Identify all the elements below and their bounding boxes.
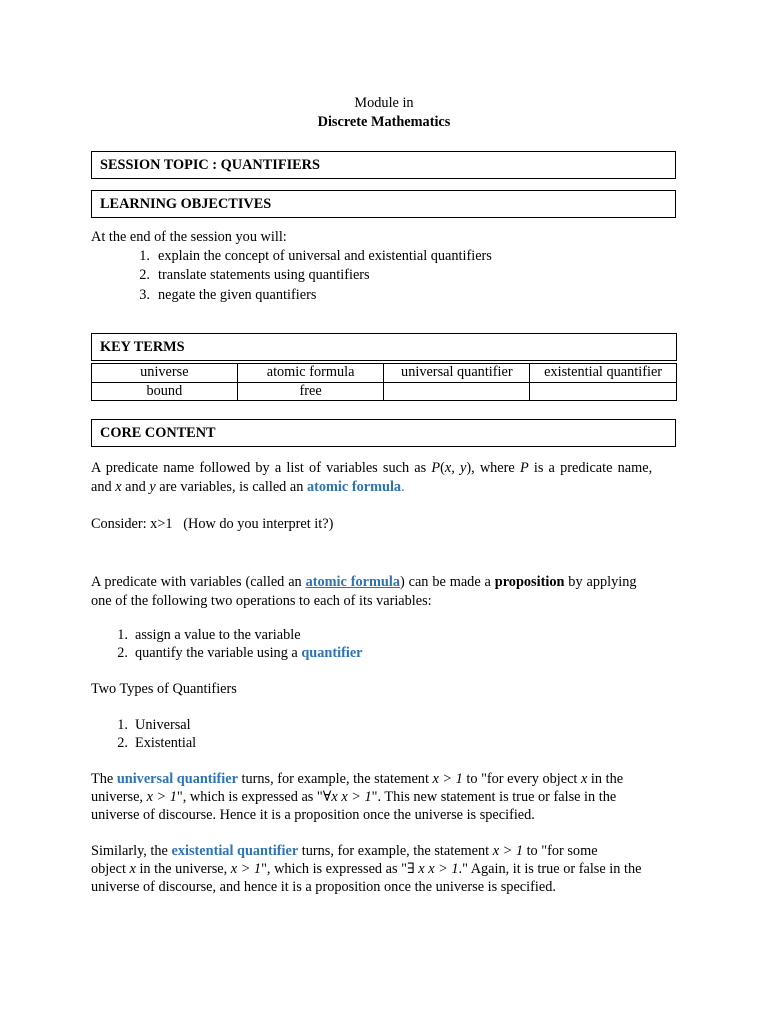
session-topic: SESSION TOPIC : QUANTIFIERS (100, 157, 320, 173)
table-row (92, 382, 677, 401)
core-content-heading: CORE CONTENT (100, 425, 216, 441)
exists-symbol: ∃ (406, 861, 415, 877)
list-number: 1. (139, 248, 150, 264)
universal-quantifier-paragraph: The universal quantifier turns, for example, the statement x > 1 to "for every object x in the universe, x > 1", which is expressed as "∀x x > 1". This new statement is true or false in the universe of discourse. Hence it is a proposition once the universe is specified. (91, 771, 624, 823)
learning-objectives-box (91, 190, 676, 218)
table-cell (384, 382, 530, 401)
list-text: negate the given quantifiers (158, 287, 317, 303)
table-cell: existential quantifier (530, 364, 677, 383)
atomic-formula-link[interactable]: atomic formula (305, 574, 400, 590)
list-number: 2. (117, 735, 128, 751)
atomic-formula-term: atomic formula (306, 478, 402, 495)
atomic-formula-paragraph: A predicate name followed by a list of variables such as P(x, y), where P is a predicate name, and x and y are variables, is called an atomic formula. (91, 460, 653, 495)
list-number: 2. (117, 645, 128, 661)
proposition-paragraph: A predicate with variables (called an atomic formula) can be made a proposition by applying one of the following two operations to each of its variables: (91, 574, 637, 609)
list-text: Universal (135, 717, 191, 733)
list-number: 1. (117, 627, 128, 643)
table-cell: universe (92, 364, 238, 383)
key-terms-table (91, 363, 677, 401)
table-cell: universal quantifier (384, 364, 530, 383)
table-cell: bound (92, 382, 238, 401)
existential-quantifier-term: existential quantifier (171, 843, 299, 859)
table-cell (530, 382, 677, 401)
learning-objectives-heading: LEARNING OBJECTIVES (100, 196, 272, 212)
list-number: 2. (139, 267, 150, 283)
session-topic-box (91, 151, 676, 179)
table-cell: free (237, 382, 384, 401)
quantifier-term: quantifier (301, 645, 363, 661)
objectives-intro: At the end of the session you will: (91, 229, 287, 245)
key-terms-box (91, 333, 677, 361)
list-text: Existential (135, 735, 197, 751)
list-number: 1. (117, 717, 128, 733)
forall-symbol: ∀ (322, 789, 332, 805)
existential-quantifier-paragraph: Similarly, the existential quantifier turns, for example, the statement x > 1 to "for some object x in the universe, x > 1", which is expressed as "∃ x x > 1." Again, it is true or false in the universe of discourse, and hence it is a proposition once the universe is specified. (91, 843, 642, 895)
list-text: explain the concept of universal and existential quantifiers (158, 248, 492, 264)
list-text: quantify the variable using a quantifier (135, 645, 363, 661)
list-text: translate statements using quantifiers (158, 267, 370, 283)
key-terms-heading: KEY TERMS (100, 339, 185, 355)
types-heading: Two Types of Quantifiers (91, 681, 237, 697)
universal-quantifier-term: universal quantifier (116, 771, 238, 787)
table-cell: atomic formula (237, 364, 384, 383)
list-number: 3. (139, 287, 150, 303)
list-text: assign a value to the variable (135, 627, 301, 643)
consider-prompt: Consider: x>1 (How do you interpret it?) (91, 516, 334, 532)
module-label: Module in (354, 95, 414, 111)
course-title: Discrete Mathematics (317, 114, 451, 130)
core-content-box (91, 419, 676, 447)
table-row (92, 364, 677, 383)
